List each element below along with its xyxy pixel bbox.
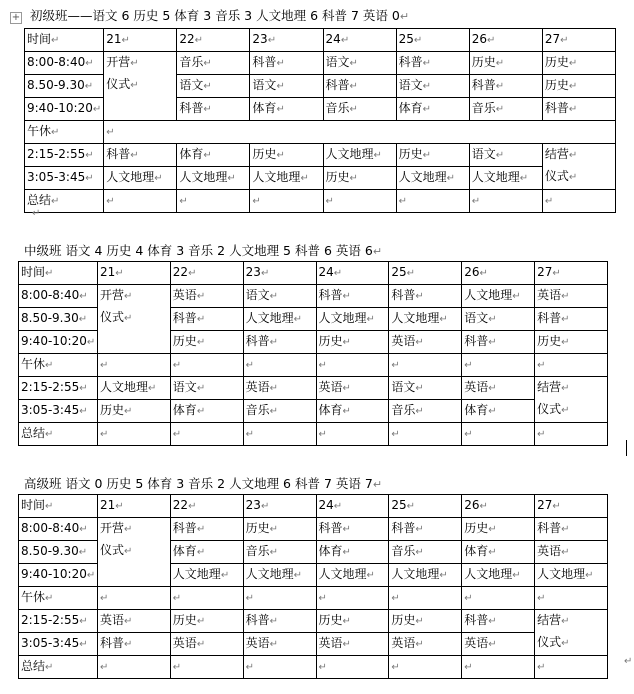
class-cell: 历史↵ [462,518,535,541]
class-cell: 科普↵ [177,98,250,121]
class-cell: 音乐↵ [243,541,316,564]
class-cell: ↵ [170,423,243,446]
day-header: 26↵ [462,495,535,518]
time-slot: 8.50-9.30↵ [19,308,98,331]
class-cell: ↵ [469,190,542,213]
class-cell: 历史↵ [250,144,323,167]
class-cell: ↵ [389,423,462,446]
class-cell: ↵ [243,656,316,679]
beginner-class-title: 初级班——语文 6 历史 5 体育 3 音乐 3 人文地理 6 科普 7 英语 0↵ [30,8,410,23]
day-header: 21↵ [97,262,170,285]
class-cell: ↵ [462,656,535,679]
class-cell: 历史↵ [170,331,243,354]
lunch-merged-cell: ↵ [104,121,616,144]
class-cell: ↵ [462,423,535,446]
class-cell: 科普↵ [316,518,389,541]
class-cell: 人文地理↵ [462,285,535,308]
class-cell: 人文地理↵ [97,377,170,400]
class-cell: 科普↵ [396,52,469,75]
table-row [25,144,616,167]
time-slot: 总结↵ [19,656,98,679]
class-cell: 科普↵ [316,285,389,308]
class-cell: ↵ [170,656,243,679]
time-slot: 3:05-3:45↵ [19,633,98,656]
class-cell: 英语↵ [316,377,389,400]
opening-ceremony-cell: 开营↵ 仪式↵ [97,285,170,354]
class-cell: 人文地理↵ [170,564,243,587]
time-slot: 3:05-3:45↵ [25,167,104,190]
header-row [25,29,616,52]
advanced-class-title: 高级班 语文 0 历史 5 体育 3 音乐 2 人文地理 6 科普 7 英语 7↵ [24,476,383,491]
class-cell: 英语↵ [389,331,462,354]
class-cell: 语文↵ [389,377,462,400]
class-cell: 历史↵ [316,610,389,633]
time-slot: 3:05-3:45↵ [19,400,98,423]
table-move-handle[interactable]: + [11,12,21,23]
time-slot: 9:40-10:20↵ [19,564,98,587]
class-cell: ↵ [316,423,389,446]
table-row [19,400,608,423]
class-cell: 体育↵ [462,541,535,564]
class-cell: 历史↵ [97,400,170,423]
table-row [19,656,608,679]
class-cell: 科普↵ [535,518,608,541]
class-cell: 历史↵ [316,331,389,354]
class-cell: 音乐↵ [177,52,250,75]
class-cell: 英语↵ [535,541,608,564]
day-header: 24↵ [316,262,389,285]
time-slot: 2:15-2:55↵ [19,377,98,400]
day-header: 27↵ [542,29,615,52]
beginner-schedule-table [24,28,616,213]
time-slot: 午休↵ [19,587,98,610]
intermediate-class-title: 中级班 语文 4 历史 4 体育 3 音乐 2 人文地理 5 科普 6 英语 6↵ [24,243,383,258]
class-cell: 语文↵ [323,52,396,75]
class-cell: ↵ [97,354,170,377]
class-cell: 科普↵ [389,285,462,308]
table-row [19,587,608,610]
header-row [19,495,608,518]
class-cell: 语文↵ [462,308,535,331]
class-cell: 音乐↵ [323,98,396,121]
class-cell: 人文地理↵ [316,308,389,331]
closing-ceremony-cell: 结营↵ 仪式↵ [535,377,608,423]
paragraph-mark: ↵ [624,656,633,667]
day-header: 24↵ [323,29,396,52]
time-slot: 8:00-8:40↵ [25,52,104,75]
intermediate-schedule-table [18,261,608,446]
day-header: 23↵ [250,29,323,52]
time-slot: 2:15-2:55↵ [19,610,98,633]
class-cell: ↵ [389,587,462,610]
class-cell: 科普↵ [535,308,608,331]
class-cell: 英语↵ [462,633,535,656]
class-cell: ↵ [97,587,170,610]
class-cell: 历史↵ [396,144,469,167]
class-cell: 体育↵ [462,400,535,423]
class-cell: 语文↵ [250,75,323,98]
class-cell: 英语↵ [170,285,243,308]
day-header: 24↵ [316,495,389,518]
class-cell: 人文地理↵ [250,167,323,190]
time-slot: 午休↵ [19,354,98,377]
class-cell: 历史↵ [542,75,615,98]
closing-ceremony-cell: 结营↵ 仪式↵ [542,144,615,190]
class-cell: 科普↵ [170,308,243,331]
class-cell: ↵ [389,656,462,679]
class-cell: ↵ [104,190,177,213]
day-header: 25↵ [396,29,469,52]
class-cell: ↵ [243,423,316,446]
day-header: 27↵ [535,262,608,285]
class-cell: ↵ [462,354,535,377]
class-cell: ↵ [316,354,389,377]
class-cell: 人文地理↵ [243,308,316,331]
class-cell: 科普↵ [170,518,243,541]
table-row [19,610,608,633]
class-cell: 科普↵ [97,633,170,656]
day-header: 22↵ [177,29,250,52]
header-row [19,262,608,285]
class-cell: 人文地理↵ [469,167,542,190]
table-row [19,377,608,400]
class-cell: 语文↵ [170,377,243,400]
class-cell: ↵ [542,190,615,213]
class-cell: 人文地理↵ [535,564,608,587]
time-slot: 总结↵ [19,423,98,446]
class-cell: 英语↵ [243,633,316,656]
class-cell: ↵ [250,190,323,213]
class-cell: 英语↵ [462,377,535,400]
class-cell: 英语↵ [389,633,462,656]
time-slot: 午休↵ [25,121,104,144]
class-cell: ↵ [396,190,469,213]
class-cell: 体育↵ [250,98,323,121]
class-cell: 科普↵ [389,518,462,541]
day-header: 26↵ [469,29,542,52]
class-cell: ↵ [316,587,389,610]
class-cell: ↵ [389,354,462,377]
class-cell: 人文地理↵ [243,564,316,587]
class-cell: 科普↵ [250,52,323,75]
opening-ceremony-cell: 开营↵ 仪式↵ [97,518,170,587]
class-cell: 体育↵ [396,98,469,121]
class-cell: 语文↵ [177,75,250,98]
time-slot: 2:15-2:55↵ [25,144,104,167]
class-cell: 体育↵ [177,144,250,167]
class-cell: ↵ [535,587,608,610]
day-header: 23↵ [243,262,316,285]
class-cell: 科普↵ [462,610,535,633]
table-row [25,121,616,144]
day-header: 25↵ [389,495,462,518]
time-header: 时间↵ [19,262,98,285]
class-cell: ↵ [535,423,608,446]
day-header: 21↵ [97,495,170,518]
table-row [19,423,608,446]
time-slot: 9:40-10:20↵ [19,331,98,354]
day-header: 21↵ [104,29,177,52]
class-cell: 体育↵ [316,541,389,564]
class-cell: 音乐↵ [389,400,462,423]
time-header: 时间↵ [25,29,104,52]
class-cell: 英语↵ [316,633,389,656]
text-cursor [626,440,627,456]
class-cell: 人文地理↵ [323,144,396,167]
time-slot: 总结↵ [25,190,104,213]
paragraph-mark: ↵ [32,208,41,219]
class-cell: 人文地理↵ [462,564,535,587]
opening-ceremony-cell: 开营↵ 仪式↵ [104,52,177,121]
class-cell: ↵ [535,656,608,679]
day-header: 27↵ [535,495,608,518]
day-header: 22↵ [170,262,243,285]
class-cell: 体育↵ [170,541,243,564]
class-cell: 人文地理↵ [389,308,462,331]
table-row [19,354,608,377]
class-cell: 音乐↵ [389,541,462,564]
time-header: 时间↵ [19,495,98,518]
class-cell: ↵ [170,587,243,610]
class-cell: 历史↵ [542,52,615,75]
table-row [25,167,616,190]
class-cell: 体育↵ [316,400,389,423]
class-cell: 语文↵ [396,75,469,98]
table-row [19,285,608,308]
class-cell: 英语↵ [535,285,608,308]
class-cell: 历史↵ [469,52,542,75]
table-row [25,52,616,75]
class-cell: 英语↵ [97,610,170,633]
day-header: 22↵ [170,495,243,518]
day-header: 26↵ [462,262,535,285]
day-header: 23↵ [243,495,316,518]
day-header: 25↵ [389,262,462,285]
class-cell: 人文地理↵ [396,167,469,190]
class-cell: 科普↵ [243,331,316,354]
closing-ceremony-cell: 结营↵ 仪式↵ [535,610,608,656]
class-cell: ↵ [243,354,316,377]
class-cell: 语文↵ [469,144,542,167]
class-cell: 语文↵ [243,285,316,308]
class-cell: 历史↵ [323,167,396,190]
time-slot: 9:40-10:20↵ [25,98,104,121]
class-cell: 人文地理↵ [316,564,389,587]
class-cell: ↵ [97,423,170,446]
class-cell: 体育↵ [170,400,243,423]
class-cell: 人文地理↵ [177,167,250,190]
class-cell: 人文地理↵ [104,167,177,190]
class-cell: ↵ [97,656,170,679]
class-cell: ↵ [243,587,316,610]
table-row [19,633,608,656]
class-cell: 科普↵ [323,75,396,98]
advanced-schedule-table [18,494,608,679]
class-cell: ↵ [462,587,535,610]
time-slot: 8:00-8:40↵ [19,518,98,541]
class-cell: 科普↵ [469,75,542,98]
class-cell: 人文地理↵ [389,564,462,587]
class-cell: 历史↵ [243,518,316,541]
table-row [19,518,608,541]
class-cell: ↵ [316,656,389,679]
class-cell: 科普↵ [462,331,535,354]
class-cell: 历史↵ [535,331,608,354]
class-cell: ↵ [323,190,396,213]
class-cell: ↵ [170,354,243,377]
class-cell: 英语↵ [243,377,316,400]
class-cell: ↵ [535,354,608,377]
class-cell: 科普↵ [104,144,177,167]
class-cell: 音乐↵ [469,98,542,121]
table-row [25,190,616,213]
class-cell: 科普↵ [542,98,615,121]
class-cell: 英语↵ [170,633,243,656]
class-cell: 科普↵ [243,610,316,633]
class-cell: 历史↵ [389,610,462,633]
class-cell: 音乐↵ [243,400,316,423]
time-slot: 8.50-9.30↵ [25,75,104,98]
time-slot: 8:00-8:40↵ [19,285,98,308]
class-cell: 历史↵ [170,610,243,633]
class-cell: ↵ [177,190,250,213]
time-slot: 8.50-9.30↵ [19,541,98,564]
